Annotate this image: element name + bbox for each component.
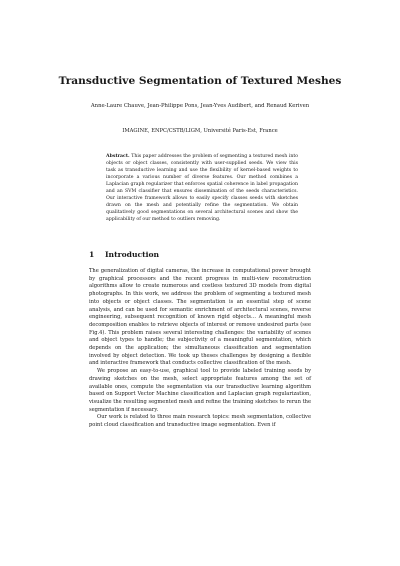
body-paragraph: The generalization of digital cameras, the increase in computational power brought by graphical processors and the recent progress in multi-view reconstruction algorithms allow to create numerous and costless textured 3D models from digital photographs. In this work, we address the problem of segmenting a textured mesh into objects or object classes. The segmentation is an essential step of scene analysis, and can be used for semantic enrichment of architectural scenes, reverse engineering, subsequent recognition of known rigid objects... A meaningful mesh decomposition enables to retrieve objects of interest or remove undesired parts (see Fig.4). This problem raises several interesting challenges: the variability of scenes and object types to handle; the subjectivity of a meaningful segmentation, which depends on the application; the simultaneous classification and segmentation involved by object detection. We took up theses challenges by designing a flexible and interactive framework that conducts collective classification of the mesh.	[89, 268, 311, 367]
abstract-text: This paper addresses the problem of segmenting a textured mesh into objects or object classes, consistently with user-supplied seeds. We view this task as transductive learning and use the flexibility of kernel-based weights to incorporate a various number of diverse features. Our method combines a Laplacian graph regularizer that enforces spatial coherence in label propagation and an SVM classifier that ensures dissemination of the seeds characteristics. Our interactive framework allows to easily specify classes seeds with sketches drawn on the mesh and potentially refine the segmentation. We obtain qualitatively good segmentations on several architectural scenes and show the applicability of our method to outliers removing.	[106, 154, 298, 223]
paper-title: Transductive Segmentation of Textured Meshes	[58, 75, 342, 87]
body-paragraph: We propose an easy-to-use, graphical tool to provide labeled training seeds by drawing sketches on the mesh, select appropriate features among the set of available ones, compute the segmentation via our transductive learning algorithm based on Support Vector Machine classification and Laplacian graph regularization, visualize the resulting segmented mesh and refine the training sketches to rerun the segmentation if necessary.	[89, 368, 311, 413]
section-heading	[89, 250, 319, 260]
section-number: 1	[89, 250, 95, 259]
body-paragraph: Our work is related to three main research topics: mesh segmentation, collective point cloud classification and transductive image segmentation. Even if	[89, 414, 311, 429]
abstract	[106, 153, 298, 223]
affiliation: IMAGINE, ENPC/CSTB/LIGM, Université Paris-Est, France	[122, 128, 278, 134]
author-list: Anne-Laure Chauve, Jean-Philippe Pons, Jean-Yves Audibert, and Renaud Keriven	[90, 103, 310, 109]
abstract-label: Abstract.	[106, 154, 130, 159]
section-title: Introduction	[105, 250, 160, 259]
introduction-body	[89, 268, 311, 430]
